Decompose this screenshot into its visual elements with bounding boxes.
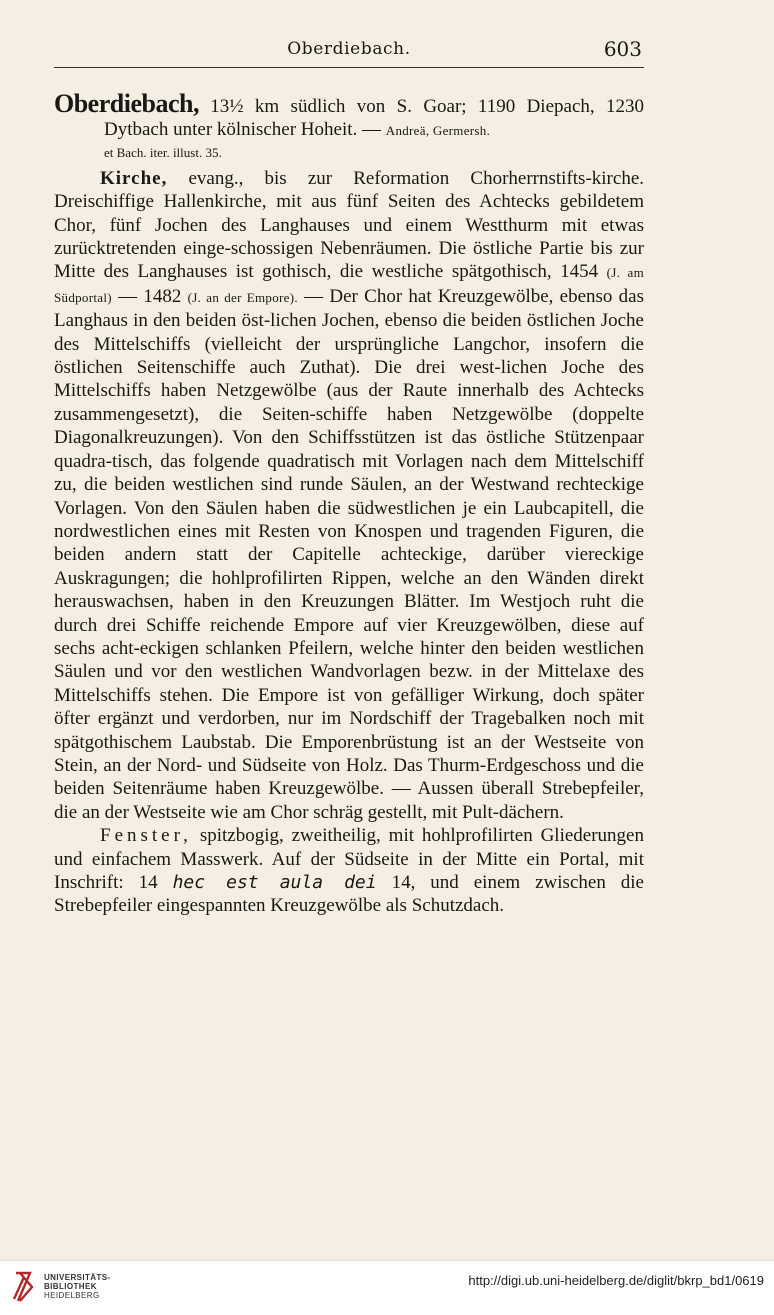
body-text	[54, 89, 645, 918]
inscription-text: hec est aula dei	[172, 872, 377, 893]
kirche-paragraph	[54, 167, 644, 824]
kirche-note-1: (J. am Südportal)	[54, 265, 644, 305]
entry-reference-continued: et Bach. iter. illust. 35.	[104, 144, 222, 160]
library-name-line-1: UNIVERSITÄTS-	[44, 1273, 111, 1282]
kirche-text-1: evang., bis zur Reformation Chorherrnstifts-kirche. Dreischiffige Hallenkirche, mit aus fünf Seiten des Achtecks gebildetem Chor, fünf Jochen des Langhauses und einem Westthurm mit etwas zurücktretenden einge-schossigen Nebenräumen. Die östliche Partie bis zur Mitte des Langhauses ist gothisch, die westliche spätgothisch, 1454	[54, 167, 644, 283]
fenster-text-2: 14, und einem zwischen die Strebepfeiler eingespannten Kreuzgewölbe als Schutzdach.	[54, 872, 644, 917]
digitization-footer	[0, 1260, 774, 1315]
permalink-url[interactable]: http://digi.ub.uni-heidelberg.de/diglit/bkrp_bd1/0619	[468, 1273, 764, 1288]
fenster-paragraph	[54, 824, 644, 918]
fenster-lead: Fenster,	[100, 825, 192, 847]
fenster-text-1: spitzbogig, zweitheilig, mit hohlprofilirten Gliederungen und einfachem Masswerk. Auf der Südseite in der Mitte ein Portal, mit Inschrift: 14	[54, 825, 644, 893]
kirche-text-2: — 1482	[111, 285, 188, 307]
page-number: 603	[603, 37, 642, 61]
university-library-logo-icon[interactable]	[10, 1269, 36, 1305]
page-header	[54, 37, 644, 68]
entry-title: Oberdiebach,	[54, 89, 199, 118]
entry-reference: Andreä, Germersh.	[385, 123, 491, 139]
library-name-line-3: HEIDELBERG	[44, 1291, 100, 1300]
running-title: Oberdiebach.	[287, 39, 411, 59]
library-name	[44, 1273, 111, 1300]
kirche-lead: Kirche,	[100, 167, 168, 189]
library-name-line-2: BIBLIOTHEK	[44, 1282, 97, 1291]
entry-intro: 13½ km südlich von S. Goar; 1190 Diepach, 1230 Dytbach unter kölnischer Hoheit.	[104, 96, 644, 141]
entry-heading-paragraph	[54, 89, 644, 143]
kirche-note-2: (J. an der Empore).	[187, 289, 298, 305]
entry-dash: —	[362, 119, 386, 141]
kirche-text-3: — Der Chor hat Kreuzgewölbe, ebenso das Langhaus in den beiden öst-lichen Jochen, ebenso die beiden östlichen Joche des Mittelschiffs (vielleicht der ursprüngliche Langchor, insofern die östlichen Seitenschiffe auch Zuthat). Die drei west-lichen Joche des Mittelschiffs haben Netzgewölbe (aus der Raute innerhalb des Achtecks zusammengesetzt), die Seiten-schiffe haben Netzgewölbe (doppelte Diagonalkreuzungen). Von den Schiffsstützen ist das östliche Stützenpaar quadra-tisch, das folgende quadratisch mit Vorlagen nach dem Mittelschiff zu, die beiden westlichen sind runde Säulen, an der Westwand rechteckige Vorlagen. Von den Säulen haben die südwestlichen je ein Laubcapitell, die nordwestlichen eines mit Resten von Knospen und tragenden Figuren, die beiden andern statt der Capitelle achteckige, darüber viereckige Auskragungen; die hohlprofilirten Rippen, welche an den Wänden direkt herauswachsen, haben in den Kreuzungen Blätter. Im Westjoch ruht die durch drei Schiffe reichende Empore auf vier Kreuzgewölben, diese auf sechs acht-eckigen schlanken Pfeilern, welche hinter den beiden westlichen Säulen und vor den westlichen Wandvorlagen bezw. in der Mittelaxe des Mittelschiffs stehen. Die Empore ist von gefälliger Wirkung, doch später öfter ergänzt und verdorben, nur im Nordschiff der Tragebalken noch mit spätgothischem Laubstab. Die Emporenbrüstung ist an der Westseite von Stein, an der Nord- und Südseite von Holz. Das Thurm-Erdgeschoss und die beiden Seitenräume haben Kreuzgewölbe. — Aussen überall Strebepfeiler, die an der Westseite wie am Chor schräg gestellt, mit Pult-dächern.	[54, 285, 645, 823]
